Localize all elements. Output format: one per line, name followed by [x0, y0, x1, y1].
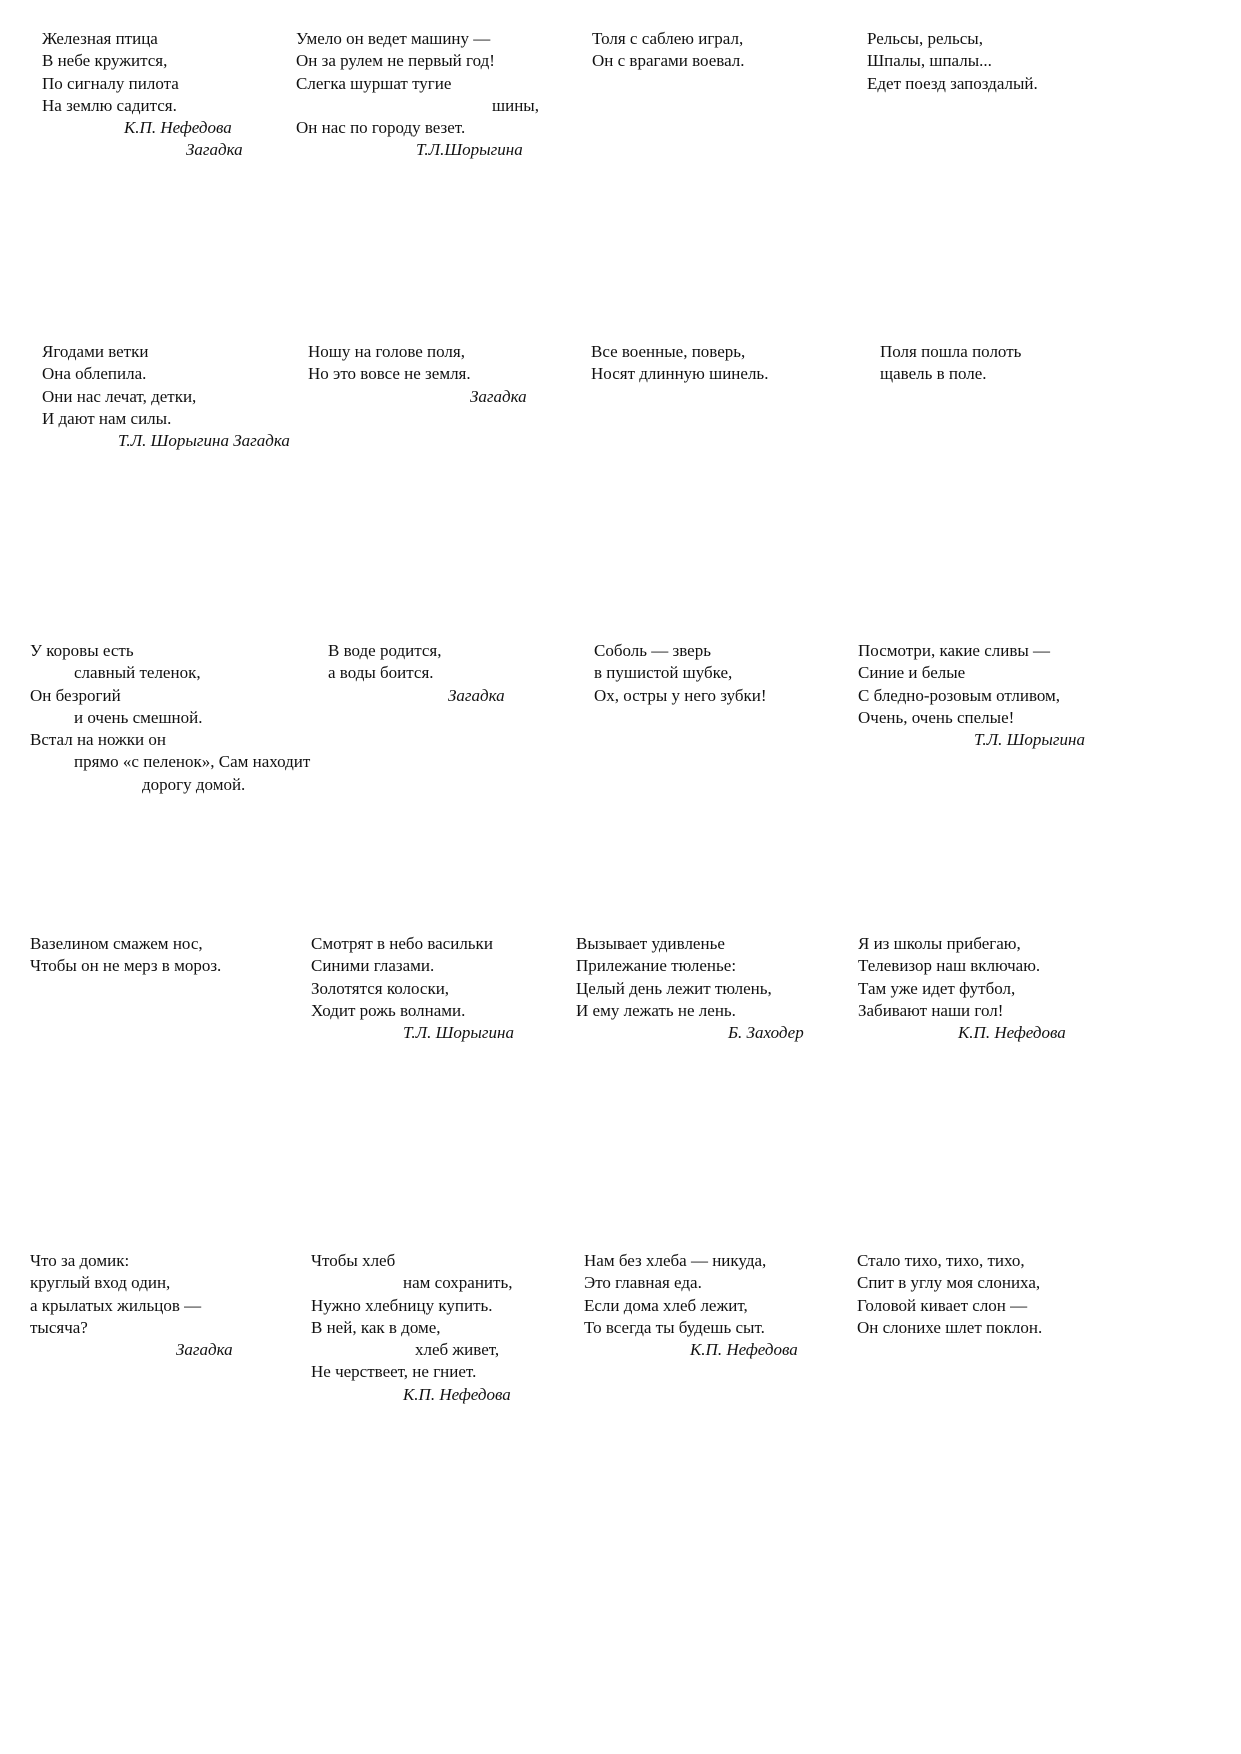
poem-line: Ношу на голове поля,: [308, 342, 465, 361]
poem-line: а крылатых жильцов —: [30, 1295, 202, 1315]
poem-v-vode-roditsya: [328, 640, 505, 707]
poem-line: Посмотри, какие сливы —: [858, 641, 1051, 660]
poem-chto-za-domik: [30, 1250, 233, 1361]
poem-line: С бледно-розовым отливом,: [858, 685, 1061, 705]
poem-line: Он слонихе шлет поклон.: [857, 1317, 1043, 1337]
poem-line: Слегка шуршат тугие: [296, 73, 452, 93]
poem-noshu-na-golove-polya: [308, 341, 527, 408]
poem-line: На землю садится.: [42, 95, 177, 115]
poem-line: Прилежание тюленье:: [576, 956, 737, 976]
poem-line: Телевизор наш включаю.: [858, 956, 1041, 976]
poem-author: Т.Л. Шорыгина Загадка: [118, 431, 290, 451]
poem-polya-poshla-polot: [880, 341, 1021, 386]
poem-line: Он безрогий: [30, 685, 121, 705]
poem-line: И ему лежать не лень.: [576, 1000, 736, 1020]
poem-line: Если дома хлеб лежит,: [584, 1295, 748, 1315]
poem-line: В небе кружится,: [42, 51, 168, 71]
poem-vse-voennye: [591, 341, 768, 386]
poem-line: Вызывает удивленье: [576, 934, 725, 953]
poem-author: К.П. Нефедова: [958, 1023, 1066, 1043]
poem-author: К.П. Нефедова: [124, 118, 232, 138]
poem-line: Золотятся колоски,: [311, 978, 450, 998]
poem-line: Чтобы хлеб: [311, 1251, 396, 1270]
poem-author: К.П. Нефедова: [403, 1384, 511, 1404]
poem-line: Очень, очень спелые!: [858, 707, 1015, 727]
poem-vazelinom-smazhem-nos: [30, 933, 221, 978]
poem-line: нам сохранить,: [403, 1273, 513, 1293]
poem-line: в пушистой шубке,: [594, 663, 733, 683]
poem-author: Т.Л.Шорыгина: [416, 140, 523, 160]
poem-smotryat-v-nebo-vasilki: [311, 933, 514, 1044]
poem-line: и очень смешной.: [74, 707, 203, 727]
poem-line: Это главная еда.: [584, 1273, 702, 1293]
poem-line: Он за рулем не первый год!: [296, 51, 495, 71]
poem-line: У коровы есть: [30, 641, 134, 660]
poem-stalo-tiho: [857, 1250, 1042, 1339]
poem-line: Синими глазами.: [311, 956, 435, 976]
poem-nam-bez-hleba: [584, 1250, 798, 1361]
poem-line: В воде родится,: [328, 641, 442, 660]
poem-line: круглый вход один,: [30, 1273, 171, 1293]
poem-line: В ней, как в доме,: [311, 1317, 441, 1337]
poem-line: тысяча?: [30, 1317, 88, 1337]
poem-line: Он нас по городу везет.: [296, 118, 466, 138]
poem-author: Б. Заходер: [728, 1023, 804, 1043]
poem-vyzyvaet-udivlenie: [576, 933, 804, 1044]
poem-line: дорогу домой.: [142, 774, 246, 794]
poem-line: Головой кивает слон —: [857, 1295, 1028, 1315]
poem-line: славный теленок,: [74, 663, 201, 683]
poem-line: Умело он ведет машину —: [296, 29, 491, 48]
poem-line: шины,: [492, 95, 539, 115]
poem-line: Стало тихо, тихо, тихо,: [857, 1251, 1025, 1270]
poem-line: Рельсы, рельсы,: [867, 29, 983, 48]
poem-line: Он с врагами воевал.: [592, 51, 745, 71]
poem-line: Целый день лежит тюлень,: [576, 978, 772, 998]
poem-source: Загадка: [470, 386, 527, 406]
poem-line: Ягодами ветки: [42, 342, 149, 361]
poem-line: хлеб живет,: [415, 1340, 500, 1360]
poem-line: Она облепила.: [42, 364, 147, 384]
poem-line: Чтобы он не мерз в мороз.: [30, 956, 222, 976]
poem-zheleznaya-ptitsa: [42, 28, 243, 162]
poem-line: То всегда ты будешь сыт.: [584, 1317, 765, 1337]
poem-relsy-relsy: [867, 28, 1038, 95]
poem-source: Загадка: [186, 140, 243, 160]
poem-author: Т.Л. Шорыгина: [974, 730, 1085, 750]
poem-line: Забивают наши гол!: [858, 1000, 1004, 1020]
poem-source: Загадка: [176, 1340, 233, 1360]
poem-sobol-zver: [594, 640, 767, 707]
poem-line: Поля пошла полоть: [880, 342, 1022, 361]
poem-line: Носят длинную шинель.: [591, 364, 769, 384]
poem-author: Т.Л. Шорыгина: [403, 1023, 514, 1043]
poem-yagodami-vetki: [42, 341, 290, 452]
poem-posmotri-kakie-slivy: [858, 640, 1085, 751]
poem-line: Железная птица: [42, 29, 158, 48]
poem-u-korovy-est: [30, 640, 311, 796]
poem-line: Нужно хлебницу купить.: [311, 1295, 493, 1315]
poem-line: Шпалы, шпалы...: [867, 51, 992, 71]
poem-ya-iz-shkoly-pribegayu: [858, 933, 1066, 1044]
poem-line: Синие и белые: [858, 663, 966, 683]
poem-line: Нам без хлеба — никуда,: [584, 1251, 767, 1270]
poem-source: Загадка: [448, 685, 505, 705]
poem-line: Не черствеет, не гниет.: [311, 1362, 477, 1382]
poem-line: Едет поезд запоздалый.: [867, 73, 1038, 93]
poem-chtoby-hleb-sohranit: [311, 1250, 513, 1406]
poem-tolya-s-sableyu: [592, 28, 745, 73]
poem-line: Я из школы прибегаю,: [858, 934, 1021, 953]
poem-line: Но это вовсе не земля.: [308, 364, 471, 384]
poem-line: По сигналу пилота: [42, 73, 179, 93]
poem-line: щавель в поле.: [880, 364, 987, 384]
poem-line: Все военные, поверь,: [591, 342, 746, 361]
poem-line: прямо «с пеленок», Сам находит: [74, 752, 311, 772]
poem-line: Ходит рожь волнами.: [311, 1000, 466, 1020]
poem-line: Спит в углу моя слониха,: [857, 1273, 1041, 1293]
poem-line: Встал на ножки он: [30, 730, 166, 750]
poem-line: Там уже идет футбол,: [858, 978, 1016, 998]
poem-line: Толя с саблею играл,: [592, 29, 744, 48]
poem-line: Что за домик:: [30, 1251, 130, 1270]
poem-line: Ох, остры у него зубки!: [594, 685, 767, 705]
poem-line: Соболь — зверь: [594, 641, 711, 660]
poem-line: Вазелином смажем нос,: [30, 934, 203, 953]
poem-line: а воды боится.: [328, 663, 434, 683]
poem-author: К.П. Нефедова: [690, 1340, 798, 1360]
poem-line: Они нас лечат, детки,: [42, 386, 197, 406]
poem-umelo-on-vedet-mashinu: [296, 28, 539, 162]
poem-line: Смотрят в небо васильки: [311, 934, 493, 953]
poem-line: И дают нам силы.: [42, 408, 172, 428]
